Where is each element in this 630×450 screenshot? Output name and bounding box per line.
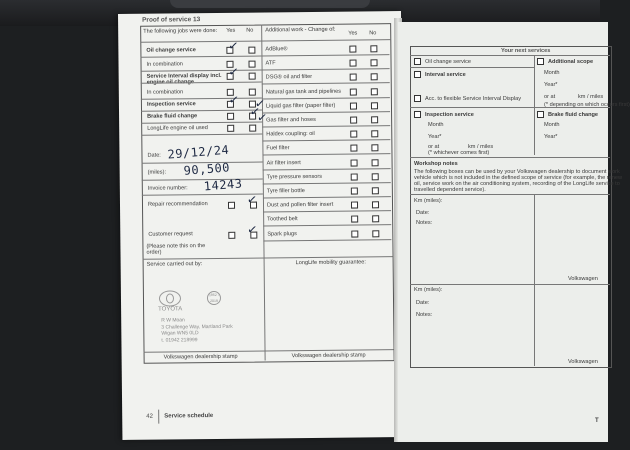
checkmark-icon: ✓ bbox=[246, 192, 258, 208]
or-at-label: or at bbox=[544, 94, 556, 100]
stamp-line: 3 Challenge Way, Martland Park bbox=[161, 323, 233, 331]
divider bbox=[534, 55, 535, 155]
divider bbox=[410, 55, 610, 56]
date-field-label-2: Date: bbox=[416, 300, 430, 306]
additional-label: Dust and pollen filter insert bbox=[266, 201, 334, 209]
job-label: Service Interval display incl. engine oil change bbox=[146, 72, 222, 86]
footer-title: Service schedule bbox=[164, 413, 214, 420]
divider bbox=[410, 157, 610, 158]
job-no-checkbox[interactable] bbox=[248, 61, 255, 68]
workshop-title: Workshop notes bbox=[414, 161, 458, 167]
additional-yes-checkbox[interactable] bbox=[350, 145, 357, 152]
stamp-line: Wigan WN5 0LD bbox=[161, 330, 199, 337]
job-label: In combination bbox=[146, 89, 184, 96]
col-no-left: No bbox=[246, 27, 254, 34]
km-miles-label-2: km / miles bbox=[468, 144, 494, 150]
additional-label: DSG® oil and filter bbox=[265, 74, 313, 81]
stamp-line: R W Moan bbox=[161, 317, 185, 324]
additional-no-checkbox[interactable] bbox=[371, 74, 378, 81]
job-label: Brake fluid change bbox=[147, 113, 198, 120]
inspection-checkbox[interactable] bbox=[414, 111, 421, 118]
note-label: (Please note this on the order) bbox=[146, 243, 206, 256]
flexible-label: Acc. to flexible Service Interval Display bbox=[425, 96, 522, 102]
customer-yes-checkbox[interactable] bbox=[228, 232, 235, 239]
additional-yes-checkbox[interactable] bbox=[351, 216, 358, 223]
additional-label: Toothed belt bbox=[267, 216, 298, 223]
checkmark-icon: ✓ bbox=[256, 109, 269, 126]
month-label-3: Month bbox=[544, 122, 560, 128]
year-label-2: Year* bbox=[428, 134, 442, 140]
job-no-checkbox[interactable] bbox=[249, 89, 256, 96]
notes-field-label: Notes: bbox=[416, 220, 433, 226]
checkmark-icon: ✓ bbox=[249, 103, 261, 120]
year-label: Year* bbox=[544, 82, 558, 88]
additional-label: Tyre filler bottle bbox=[266, 188, 305, 195]
workshop-text-line: travelled dependent service). bbox=[414, 187, 486, 193]
additional-yes-checkbox[interactable] bbox=[351, 173, 358, 180]
vw-label-1: Volkswagen bbox=[568, 276, 598, 282]
checkmark-icon: ✓ bbox=[254, 95, 266, 111]
date-field-label: Date: bbox=[416, 210, 430, 216]
invoice-handwritten: 14243 bbox=[203, 176, 243, 194]
additional-no-checkbox[interactable] bbox=[372, 173, 379, 180]
col-yes-left: Yes bbox=[226, 27, 236, 34]
whichever-note: (* whichever comes first) bbox=[428, 150, 490, 156]
additional-label: Liquid gas filter (paper filter) bbox=[265, 102, 336, 110]
customer-label: Customer request bbox=[148, 231, 193, 238]
km-miles-field-label-2: Km (miles): bbox=[414, 287, 443, 293]
additional-yes-checkbox[interactable] bbox=[350, 74, 357, 81]
additional-yes-checkbox[interactable] bbox=[351, 187, 358, 194]
additional-yes-checkbox[interactable] bbox=[351, 230, 358, 237]
right-page bbox=[398, 22, 630, 442]
or-at-label-2: or at bbox=[428, 144, 440, 150]
depending-note: (* depending on which occurs first) bbox=[544, 102, 630, 108]
stamp-brand: TOYOTA bbox=[158, 306, 183, 313]
km-miles-field-label: Km (miles): bbox=[414, 198, 443, 204]
job-label: LongLife engine oil used bbox=[147, 125, 208, 132]
month-label-2: Month bbox=[428, 122, 444, 128]
job-no-checkbox[interactable] bbox=[249, 125, 256, 132]
brake-fluid-label: Brake fluid change bbox=[548, 112, 599, 118]
additional-yes-checkbox[interactable] bbox=[350, 131, 357, 138]
additional-header: Additional work - Change of: bbox=[265, 26, 336, 34]
divider bbox=[158, 410, 159, 424]
oil-change-checkbox[interactable] bbox=[414, 58, 421, 65]
flexible-checkbox[interactable] bbox=[414, 95, 421, 102]
checkmark-icon: ✓ bbox=[246, 222, 259, 238]
miles-handwritten: 90,500 bbox=[183, 160, 231, 178]
additional-label: ATF bbox=[265, 60, 276, 67]
col-no-right: No bbox=[369, 30, 377, 37]
additional-scope-label: Additional scope bbox=[548, 59, 594, 65]
additional-yes-checkbox[interactable] bbox=[350, 117, 357, 124]
additional-no-checkbox[interactable] bbox=[370, 59, 377, 66]
left-page bbox=[118, 11, 405, 440]
interval-checkbox[interactable] bbox=[414, 71, 421, 78]
job-label: Oil change service bbox=[146, 47, 196, 54]
additional-label: Natural gas tank and pipelines bbox=[265, 88, 342, 96]
divider bbox=[410, 107, 610, 108]
divider bbox=[410, 67, 534, 68]
stamp-line: t. 01942 218999 bbox=[161, 336, 198, 344]
longlife-label: LongLife mobility guarantee: bbox=[295, 259, 366, 267]
additional-scope-checkbox[interactable] bbox=[537, 58, 544, 65]
stamp-label-left: Volkswagen dealership stamp bbox=[163, 353, 238, 361]
workshop-text-line: vehicle which is not included in the defined scope of service (for example, the renew bbox=[414, 175, 623, 181]
additional-no-checkbox[interactable] bbox=[371, 102, 378, 109]
additional-yes-checkbox[interactable] bbox=[351, 159, 358, 166]
background-seam bbox=[170, 0, 370, 8]
month-label: Month bbox=[544, 70, 560, 76]
job-yes-checkbox[interactable] bbox=[227, 125, 234, 132]
oil-change-label: Oil change service bbox=[425, 59, 472, 65]
workshop-text-line: The following boxes can be used by your Volkswagen dealership to document work bbox=[414, 169, 620, 175]
anniversary-badge-icon: 1952 - 2019 bbox=[207, 291, 221, 305]
invoice-label: Invoice number: bbox=[147, 185, 188, 192]
additional-label: AdBlue® bbox=[265, 46, 288, 53]
additional-yes-checkbox[interactable] bbox=[349, 60, 356, 67]
additional-label: Haldex coupling: oil bbox=[266, 131, 315, 138]
additional-label: Gas filter and hoses bbox=[266, 116, 316, 124]
col-yes-right: Yes bbox=[348, 30, 358, 37]
footer-letter: T bbox=[595, 418, 599, 424]
additional-no-checkbox[interactable] bbox=[372, 159, 379, 166]
page-title: Proof of service 13 bbox=[142, 16, 201, 24]
additional-no-checkbox[interactable] bbox=[371, 88, 378, 95]
additional-label: Air filter insert bbox=[266, 159, 301, 167]
vw-label-2: Volkswagen bbox=[568, 359, 598, 365]
date-label: Date: bbox=[147, 152, 161, 159]
carried-out-label: Service carried out by: bbox=[146, 261, 203, 268]
date-handwritten: 29/12/24 bbox=[166, 142, 230, 162]
next-services-title: Your next services bbox=[501, 48, 551, 54]
divider bbox=[410, 194, 610, 195]
divider bbox=[534, 194, 535, 366]
stamp-label-right: Volkswagen dealership stamp bbox=[291, 352, 366, 360]
additional-no-checkbox[interactable] bbox=[371, 130, 378, 137]
additional-label: Spark plugs bbox=[267, 230, 297, 238]
additional-no-checkbox[interactable] bbox=[371, 116, 378, 123]
year-label-3: Year* bbox=[544, 134, 558, 140]
repair-yes-checkbox[interactable] bbox=[228, 202, 235, 209]
job-yes-checkbox[interactable] bbox=[227, 113, 234, 120]
divider bbox=[410, 284, 610, 285]
additional-no-checkbox[interactable] bbox=[372, 216, 379, 223]
additional-yes-checkbox[interactable] bbox=[349, 46, 356, 53]
additional-label: Tyre pressure sensors bbox=[266, 173, 323, 181]
checkmark-icon: ✓ bbox=[227, 38, 240, 54]
checkmark-icon: ✓ bbox=[228, 92, 240, 108]
notes-field-label-2: Notes: bbox=[416, 312, 433, 318]
additional-no-checkbox[interactable] bbox=[372, 230, 379, 237]
additional-no-checkbox[interactable] bbox=[372, 201, 379, 208]
additional-label: Fuel filter bbox=[266, 145, 290, 152]
inspection-label: Inspection service bbox=[425, 112, 474, 118]
jobs-header: The following jobs were done: bbox=[143, 27, 218, 35]
additional-no-checkbox[interactable] bbox=[371, 145, 378, 152]
km-miles-label: km / miles bbox=[578, 94, 604, 100]
additional-no-checkbox[interactable] bbox=[372, 187, 379, 194]
repair-label: Repair recommendation bbox=[147, 201, 208, 208]
interval-label: Interval service bbox=[425, 72, 466, 78]
additional-yes-checkbox[interactable] bbox=[350, 88, 357, 95]
additional-no-checkbox[interactable] bbox=[370, 45, 377, 52]
job-no-checkbox[interactable] bbox=[248, 47, 255, 54]
job-label: Inspection service bbox=[146, 101, 196, 108]
job-no-checkbox[interactable] bbox=[249, 73, 256, 80]
additional-yes-checkbox[interactable] bbox=[350, 102, 357, 109]
page-number: 42 bbox=[146, 413, 153, 420]
additional-yes-checkbox[interactable] bbox=[351, 202, 358, 209]
miles-label: (miles): bbox=[147, 169, 167, 176]
checkmark-icon: ✓ bbox=[227, 64, 240, 80]
brake-fluid-checkbox[interactable] bbox=[537, 111, 544, 118]
job-label: In combination bbox=[146, 61, 183, 68]
workshop-text-line: oil, service work on the air conditioning system, recording of the LongLife service to bbox=[414, 181, 620, 187]
